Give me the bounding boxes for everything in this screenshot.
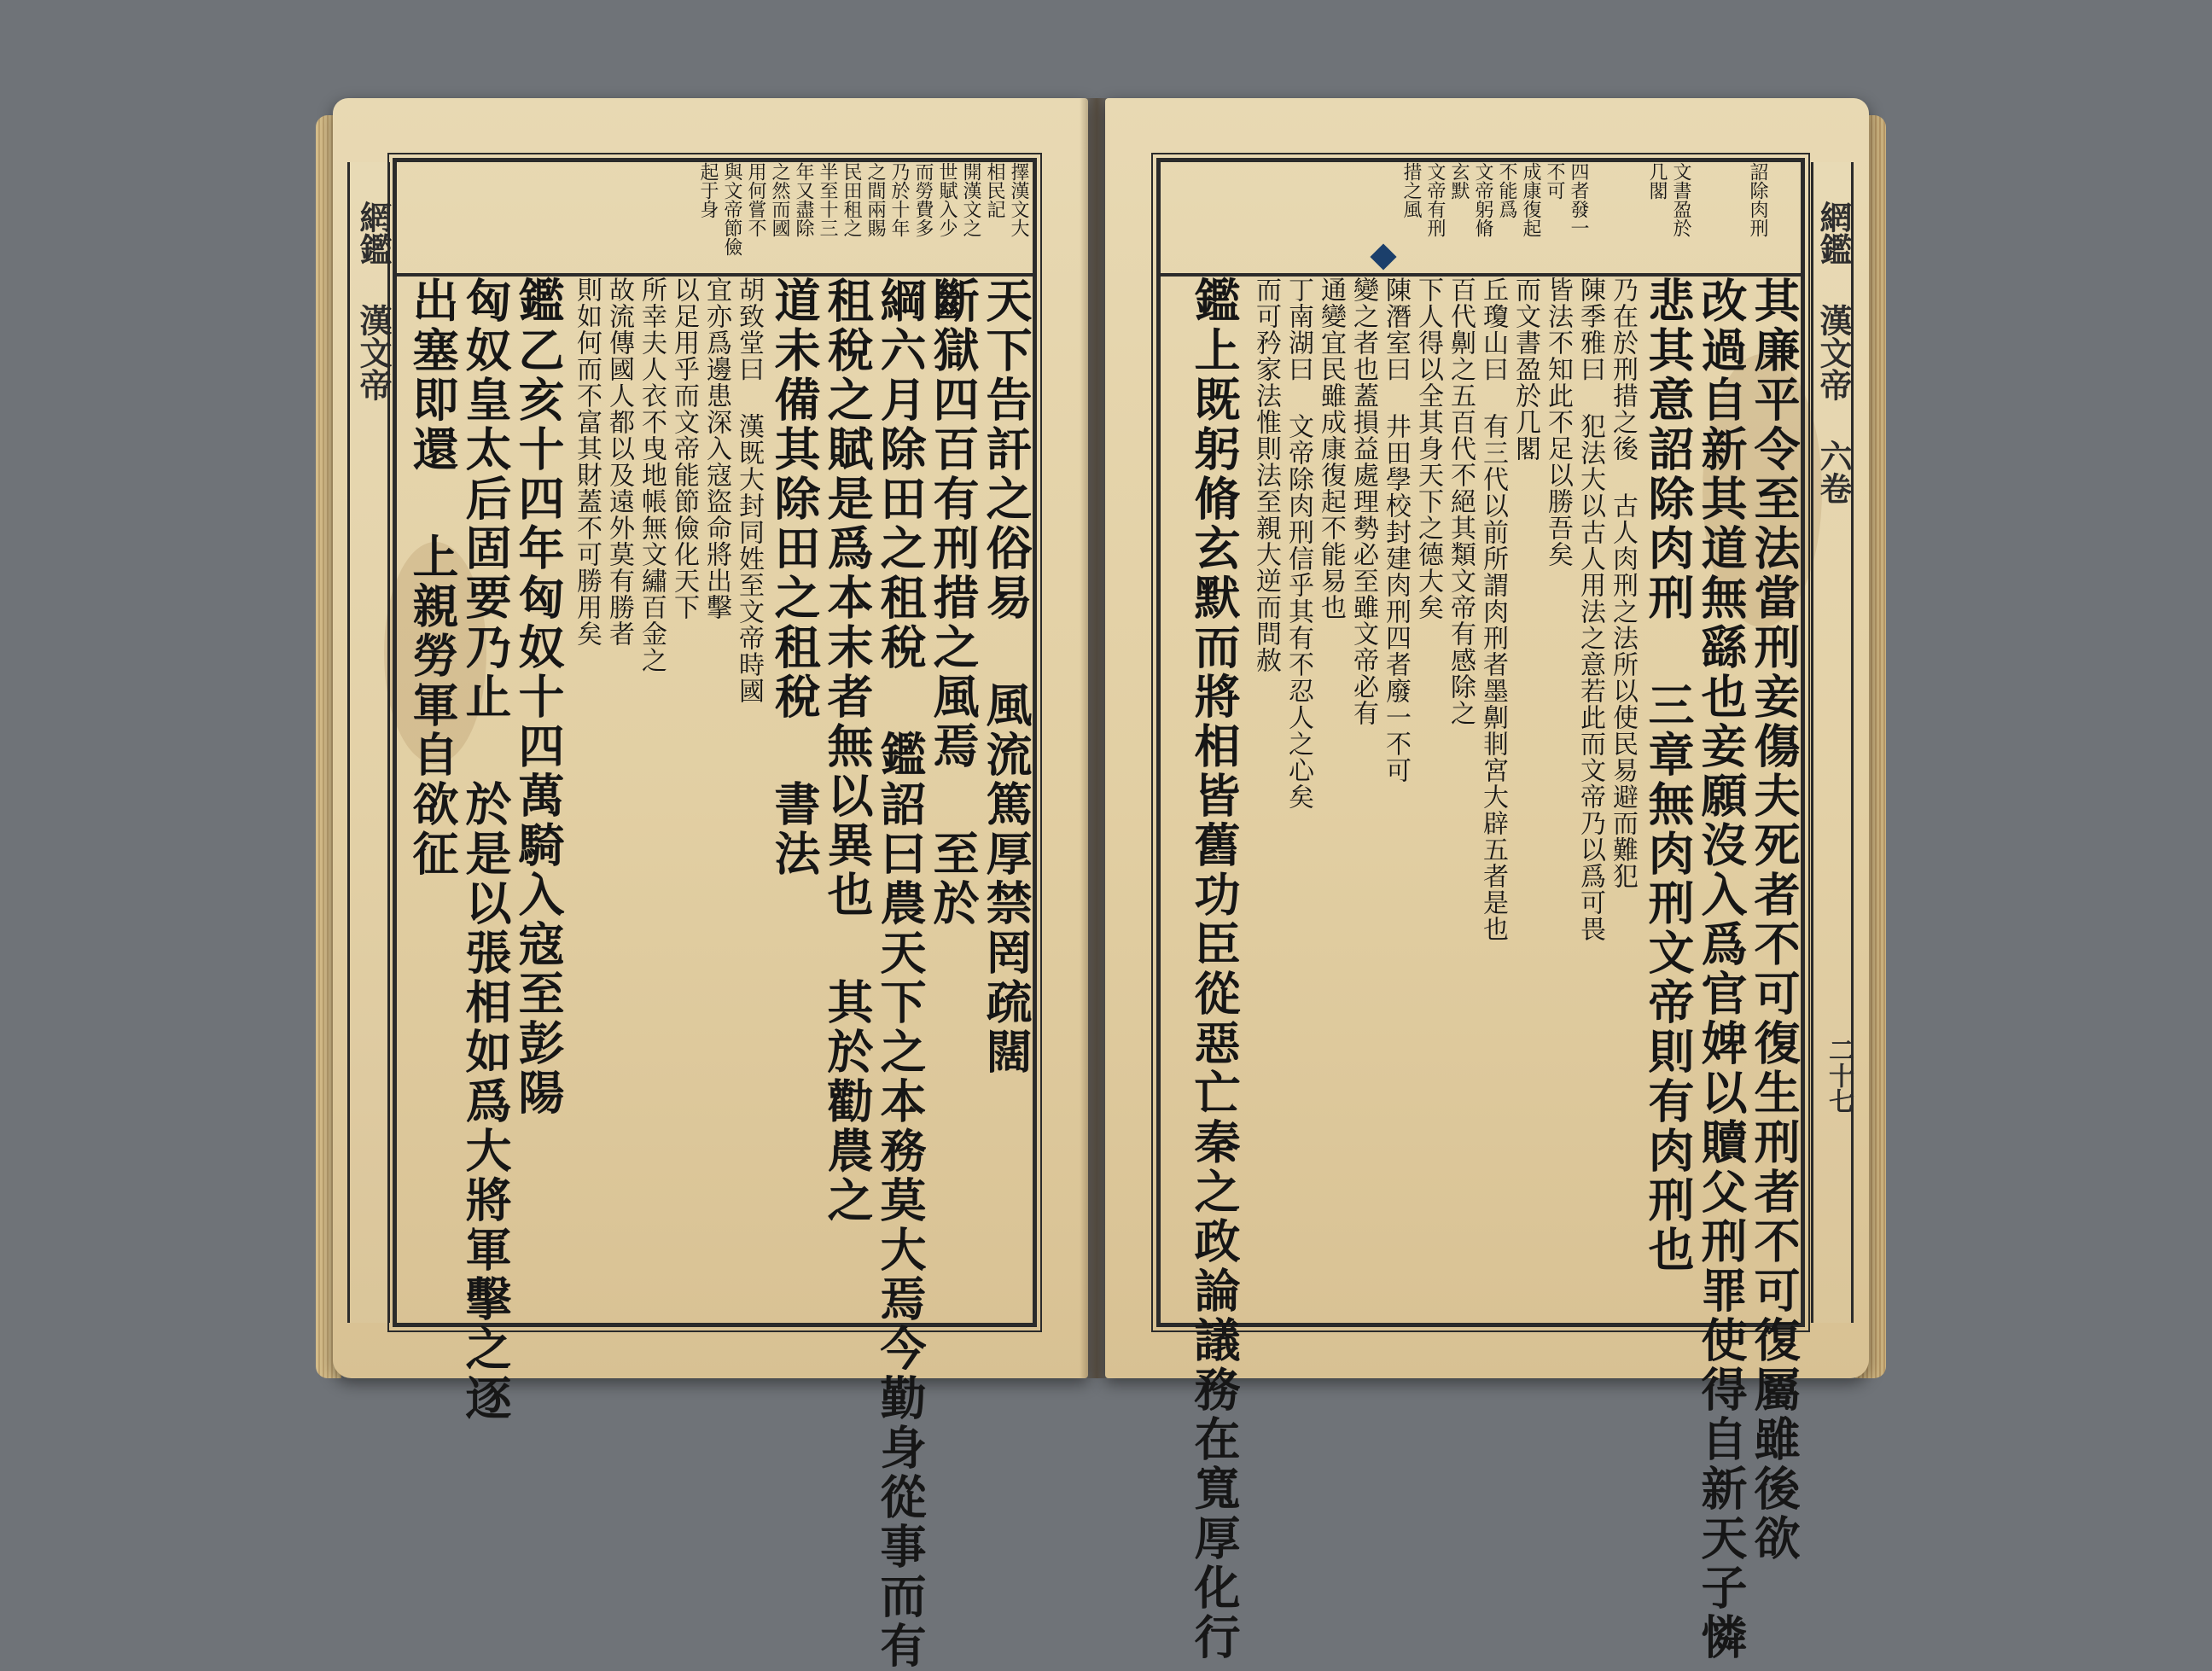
page-number: 二十七 bbox=[1824, 1037, 1854, 1114]
top-note: 文書盈於 bbox=[1670, 162, 1691, 237]
text-column: 丘瓊山曰 有三代以前所謂肉刑者墨劓剕宮大辟五者是也 bbox=[1478, 277, 1508, 942]
open-book bbox=[316, 81, 1886, 1671]
left-text-frame bbox=[393, 158, 1037, 1671]
right-text-frame bbox=[1156, 158, 1805, 1662]
text-column: 乃在於刑措之後 古人肉刑之法所以使民易避而難犯 bbox=[1608, 277, 1638, 889]
text-column: 下人得以全其身天下之德大矣 bbox=[1413, 277, 1443, 620]
text-column: 陳潛室曰 井田學校封建肉刑四者廢一不可 bbox=[1381, 277, 1411, 783]
text-column: 則如何而不富其財蓋不可勝用矣 bbox=[572, 277, 602, 647]
top-note: 擇漢文大 bbox=[1008, 162, 1029, 237]
text-column: 百代劓之五百代不絕其類文帝有感除之 bbox=[1446, 277, 1476, 726]
text-column: 所幸夫人衣不曳地帳無文繡百金之 bbox=[637, 277, 667, 673]
top-note: 不能爲 bbox=[1496, 162, 1517, 218]
text-column: 鑑乙亥十四年匈奴十四萬騎入寇至彭陽 bbox=[511, 277, 566, 1118]
top-note: 相民記 bbox=[984, 162, 1005, 218]
top-note: 世賦入少 bbox=[936, 162, 958, 237]
text-column: 丁南湖曰 文帝除肉刑信乎其有不忍人之心矣 bbox=[1284, 277, 1313, 810]
text-column: 宜亦爲邊患深入寇盜命將出擊 bbox=[701, 277, 731, 620]
top-note: 之然而國 bbox=[769, 162, 790, 237]
text-column: 以足用乎而文帝能節儉化天下 bbox=[669, 277, 699, 620]
text-column: 通變宜民雖成康復起不能易也 bbox=[1316, 277, 1346, 620]
top-note: 民田租之 bbox=[841, 162, 862, 237]
text-column: 鑑上既躬脩玄默而將相皆舊功臣從惡亡秦之政論議務在寬厚化行 bbox=[1187, 277, 1242, 1662]
top-note: 文帝躬脩 bbox=[1472, 162, 1493, 237]
top-note: 年又盡除 bbox=[793, 162, 814, 237]
text-column: 變之者也蓋損益處理勢必至雖文帝必有 bbox=[1348, 277, 1378, 726]
fishtail-mark-icon bbox=[1370, 243, 1396, 270]
top-note: 用何嘗不 bbox=[745, 162, 766, 237]
text-column: 租稅之賦是爲本末者無以異也 其於勸農之 bbox=[820, 277, 875, 1226]
right-margin-label: 網鑑 漢文帝 六卷 bbox=[1814, 201, 1853, 504]
text-column: 綱六月除田之租稅 鑑詔曰農天下之本務莫大焉今勤身從事而有 bbox=[873, 277, 928, 1671]
text-column: 匈奴皇太后固要乃止 於是以張相如爲大將軍擊之逐 bbox=[458, 277, 513, 1424]
text-column: 道未備其除田之租稅 書法 bbox=[767, 277, 822, 879]
text-column: 而可矜家法惟則法至親大逆而問赦 bbox=[1251, 277, 1281, 673]
top-note: 文帝有刑 bbox=[1424, 162, 1446, 237]
top-note: 不可 bbox=[1544, 162, 1565, 200]
left-top-notes bbox=[397, 162, 1033, 277]
right-top-notes bbox=[1161, 162, 1801, 277]
left-page bbox=[333, 98, 1088, 1671]
text-column: 而文書盈於几閣 bbox=[1511, 277, 1540, 462]
right-page bbox=[1105, 98, 1869, 1662]
text-column: 皆法不知此不足以勝吾矣 bbox=[1543, 277, 1573, 568]
top-note: 玄默 bbox=[1448, 162, 1470, 200]
right-body bbox=[1161, 277, 1802, 1662]
top-note: 成康復起 bbox=[1520, 162, 1541, 237]
top-note: 几閣 bbox=[1646, 162, 1668, 200]
text-column: 故流傳國人都以及遠外莫有勝者 bbox=[604, 277, 634, 647]
top-note: 而勞費多 bbox=[912, 162, 934, 237]
top-note: 詔除肉刑 bbox=[1747, 162, 1768, 237]
top-note: 開漢文之 bbox=[960, 162, 981, 237]
left-body bbox=[397, 277, 1033, 1671]
text-column: 陳季雅曰 犯法大以古人用法之意若此而文帝乃以爲可畏 bbox=[1575, 277, 1605, 942]
top-note: 乃於十年 bbox=[888, 162, 910, 237]
right-fold-strip bbox=[1811, 162, 1854, 1323]
left-margin-label: 網鑑 漢文帝 bbox=[354, 201, 393, 401]
text-column: 出塞即還 上親勞軍自欲征 bbox=[405, 277, 460, 879]
text-column: 斷獄四百有刑措之風焉 至於 bbox=[926, 277, 981, 929]
top-note: 起于身 bbox=[697, 162, 719, 218]
top-note: 與文帝節儉 bbox=[721, 162, 742, 256]
top-note: 四者發一 bbox=[1568, 162, 1589, 237]
text-column: 悲其意詔除肉刑 三章無肉刑文帝則有肉刑也 bbox=[1641, 277, 1696, 1275]
text-column: 其廉平令至法當刑妾傷夫死者不可復生刑者不可復屬雖後欲 bbox=[1747, 277, 1802, 1563]
text-column: 天下告訐之俗易 風流篤厚禁罔疏闊 bbox=[979, 277, 1033, 1077]
top-note: 半至十三 bbox=[817, 162, 838, 237]
text-column: 胡致堂曰 漢既大封同姓至文帝時國 bbox=[734, 277, 764, 704]
left-fold-strip bbox=[347, 162, 390, 1323]
top-note: 之間兩賜 bbox=[864, 162, 886, 237]
text-column: 改過自新其道無繇也妾願沒入爲官婢以贖父刑罪使得自新天子憐 bbox=[1694, 277, 1749, 1662]
top-note: 措之風 bbox=[1400, 162, 1422, 218]
